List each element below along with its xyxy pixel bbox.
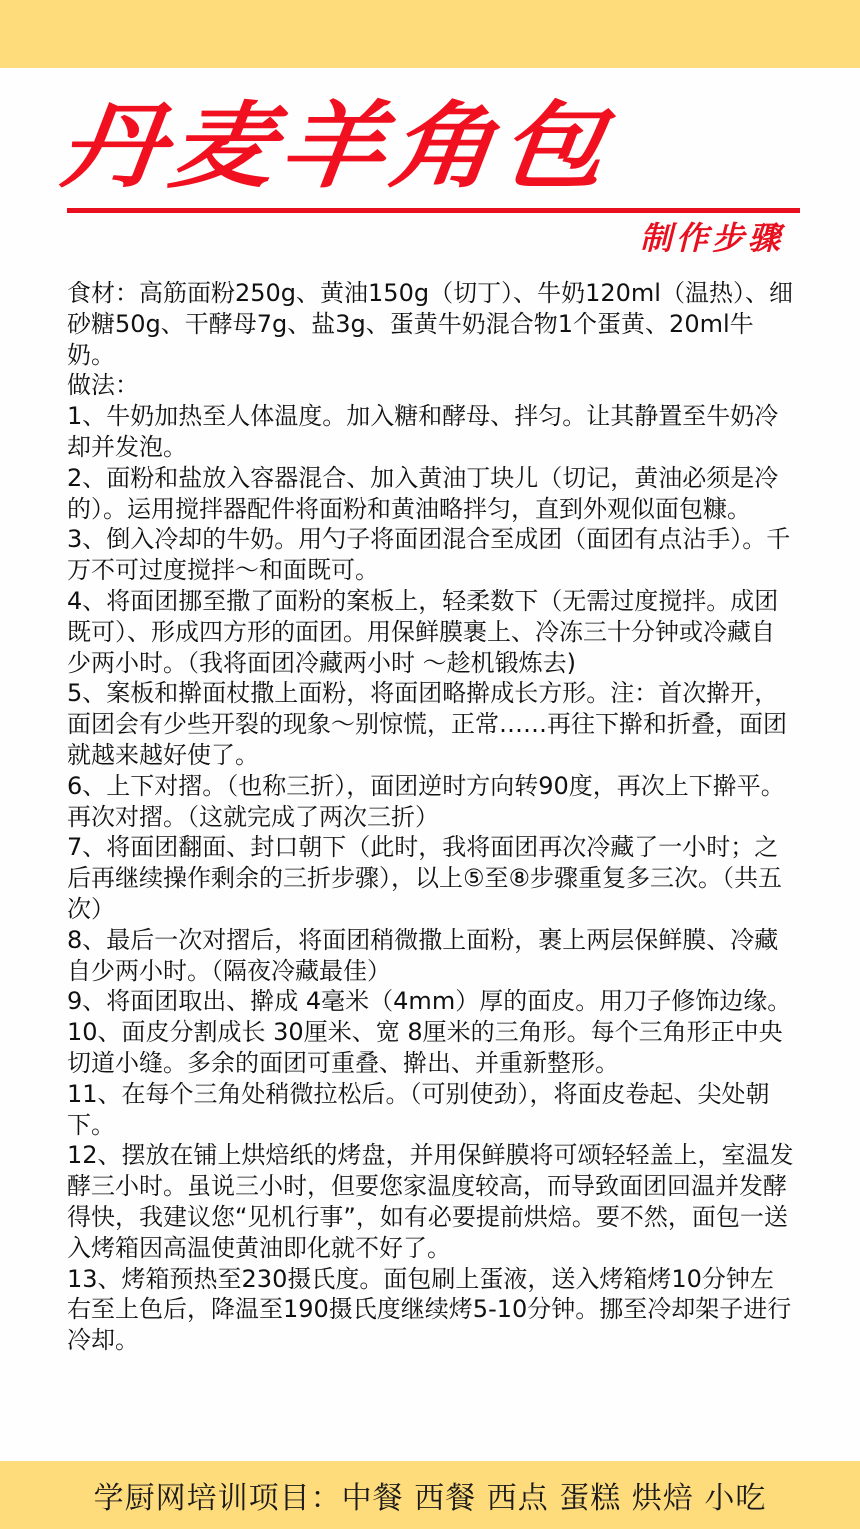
step-item: 2、面粉和盐放入容器混合、加入黄油丁块儿（切记，黄油必须是冷的）。运用搅拌器配件将面粉和黄油略拌匀，直到外观似面包糠。 xyxy=(67,463,779,523)
footer-text: 学厨网培训项目：中餐 西餐 西点 蛋糕 烘焙 小吃 xyxy=(93,1481,767,1516)
step-item: 3、倒入冷却的牛奶。用勺子将面团混合至成团（面团有点沾手）。千万不可过度搅拌～和面既可。 xyxy=(67,525,791,585)
step-item: 1、牛奶加热至人体温度。加入糖和酵母、拌匀。让其静置至牛奶冷却并发泡。 xyxy=(67,402,779,461)
step-item: 13、烤箱预热至230摄氏度。面包刷上蛋液，送入烤箱烤10分钟左右至上色后，降温至190摄氏度继续烤5-10分钟。挪至冷却架子进行冷却。 xyxy=(67,1264,792,1355)
recipe-body xyxy=(67,278,797,1356)
method-label: 做法： xyxy=(67,371,139,400)
step-item: 8、最后一次对摺后，将面团稍微撒上面粉，裹上两层保鲜膜、冷藏自少两小时。（隔夜冷藏最佳） xyxy=(67,925,779,985)
page-title: 丹麦羊角包 xyxy=(54,91,617,201)
top-banner xyxy=(0,0,860,68)
step-item: 12、摆放在铺上烘焙纸的烤盘，并用保鲜膜将可颂轻轻盖上，室温发酵三小时。虽说三小时，但要您家温度较高，而导致面团回温并发酵得快，我建议您“见机行事”，如有必要提前烘焙。要不然，面包一送入烤箱因高温使黄油即化就不好了。 xyxy=(67,1141,794,1262)
title-divider xyxy=(67,208,800,213)
step-item: 5、案板和擀面杖撒上面粉，将面团略擀成长方形。注：首次擀开，面团会有少些开裂的现象～别惊慌，正常……再往下擀和折叠，面团就越来越好使了。 xyxy=(67,679,787,769)
page-subtitle: 制作步骤 xyxy=(639,219,784,257)
footer-banner xyxy=(0,1461,860,1529)
step-item: 9、将面团取出、擀成 4毫米（4mm）厚的面皮。用刀子修饰边缘。 xyxy=(67,987,792,1016)
ingredients-text: 食材：高筋面粉250g、黄油150g（切丁）、牛奶120ml（温热）、细砂糖50g、干酵母7g、盐3g、蛋黄牛奶混合物1个蛋黄、20ml牛奶。 xyxy=(67,279,793,369)
step-item: 6、上下对摺。（也称三折），面团逆时方向转90度，再次上下擀平。再次对摺。（这就完成了两次三折） xyxy=(67,771,785,831)
step-item: 11、在每个三角处稍微拉松后。（可别使劲），将面皮卷起、尖处朝下。 xyxy=(67,1079,770,1139)
step-item: 7、将面团翻面、封口朝下（此时，我将面团再次冷藏了一小时；之后再继续操作剩余的三折步骤），以上⑤至⑧步骤重复多三次。（共五次） xyxy=(67,833,783,923)
step-item: 4、将面团挪至撒了面粉的案板上，轻柔数下（无需过度搅拌。成团既可）、形成四方形的面团。用保鲜膜裹上、冷冻三十分钟或冷藏自少两小时。（我将面团冷藏两小时 ～趁机锻炼去) xyxy=(67,586,779,677)
step-item: 10、面皮分割成长 30厘米、宽 8厘米的三角形。每个三角形正中央切道小缝。多余的面团可重叠、擀出、并重新整形。 xyxy=(67,1018,783,1077)
